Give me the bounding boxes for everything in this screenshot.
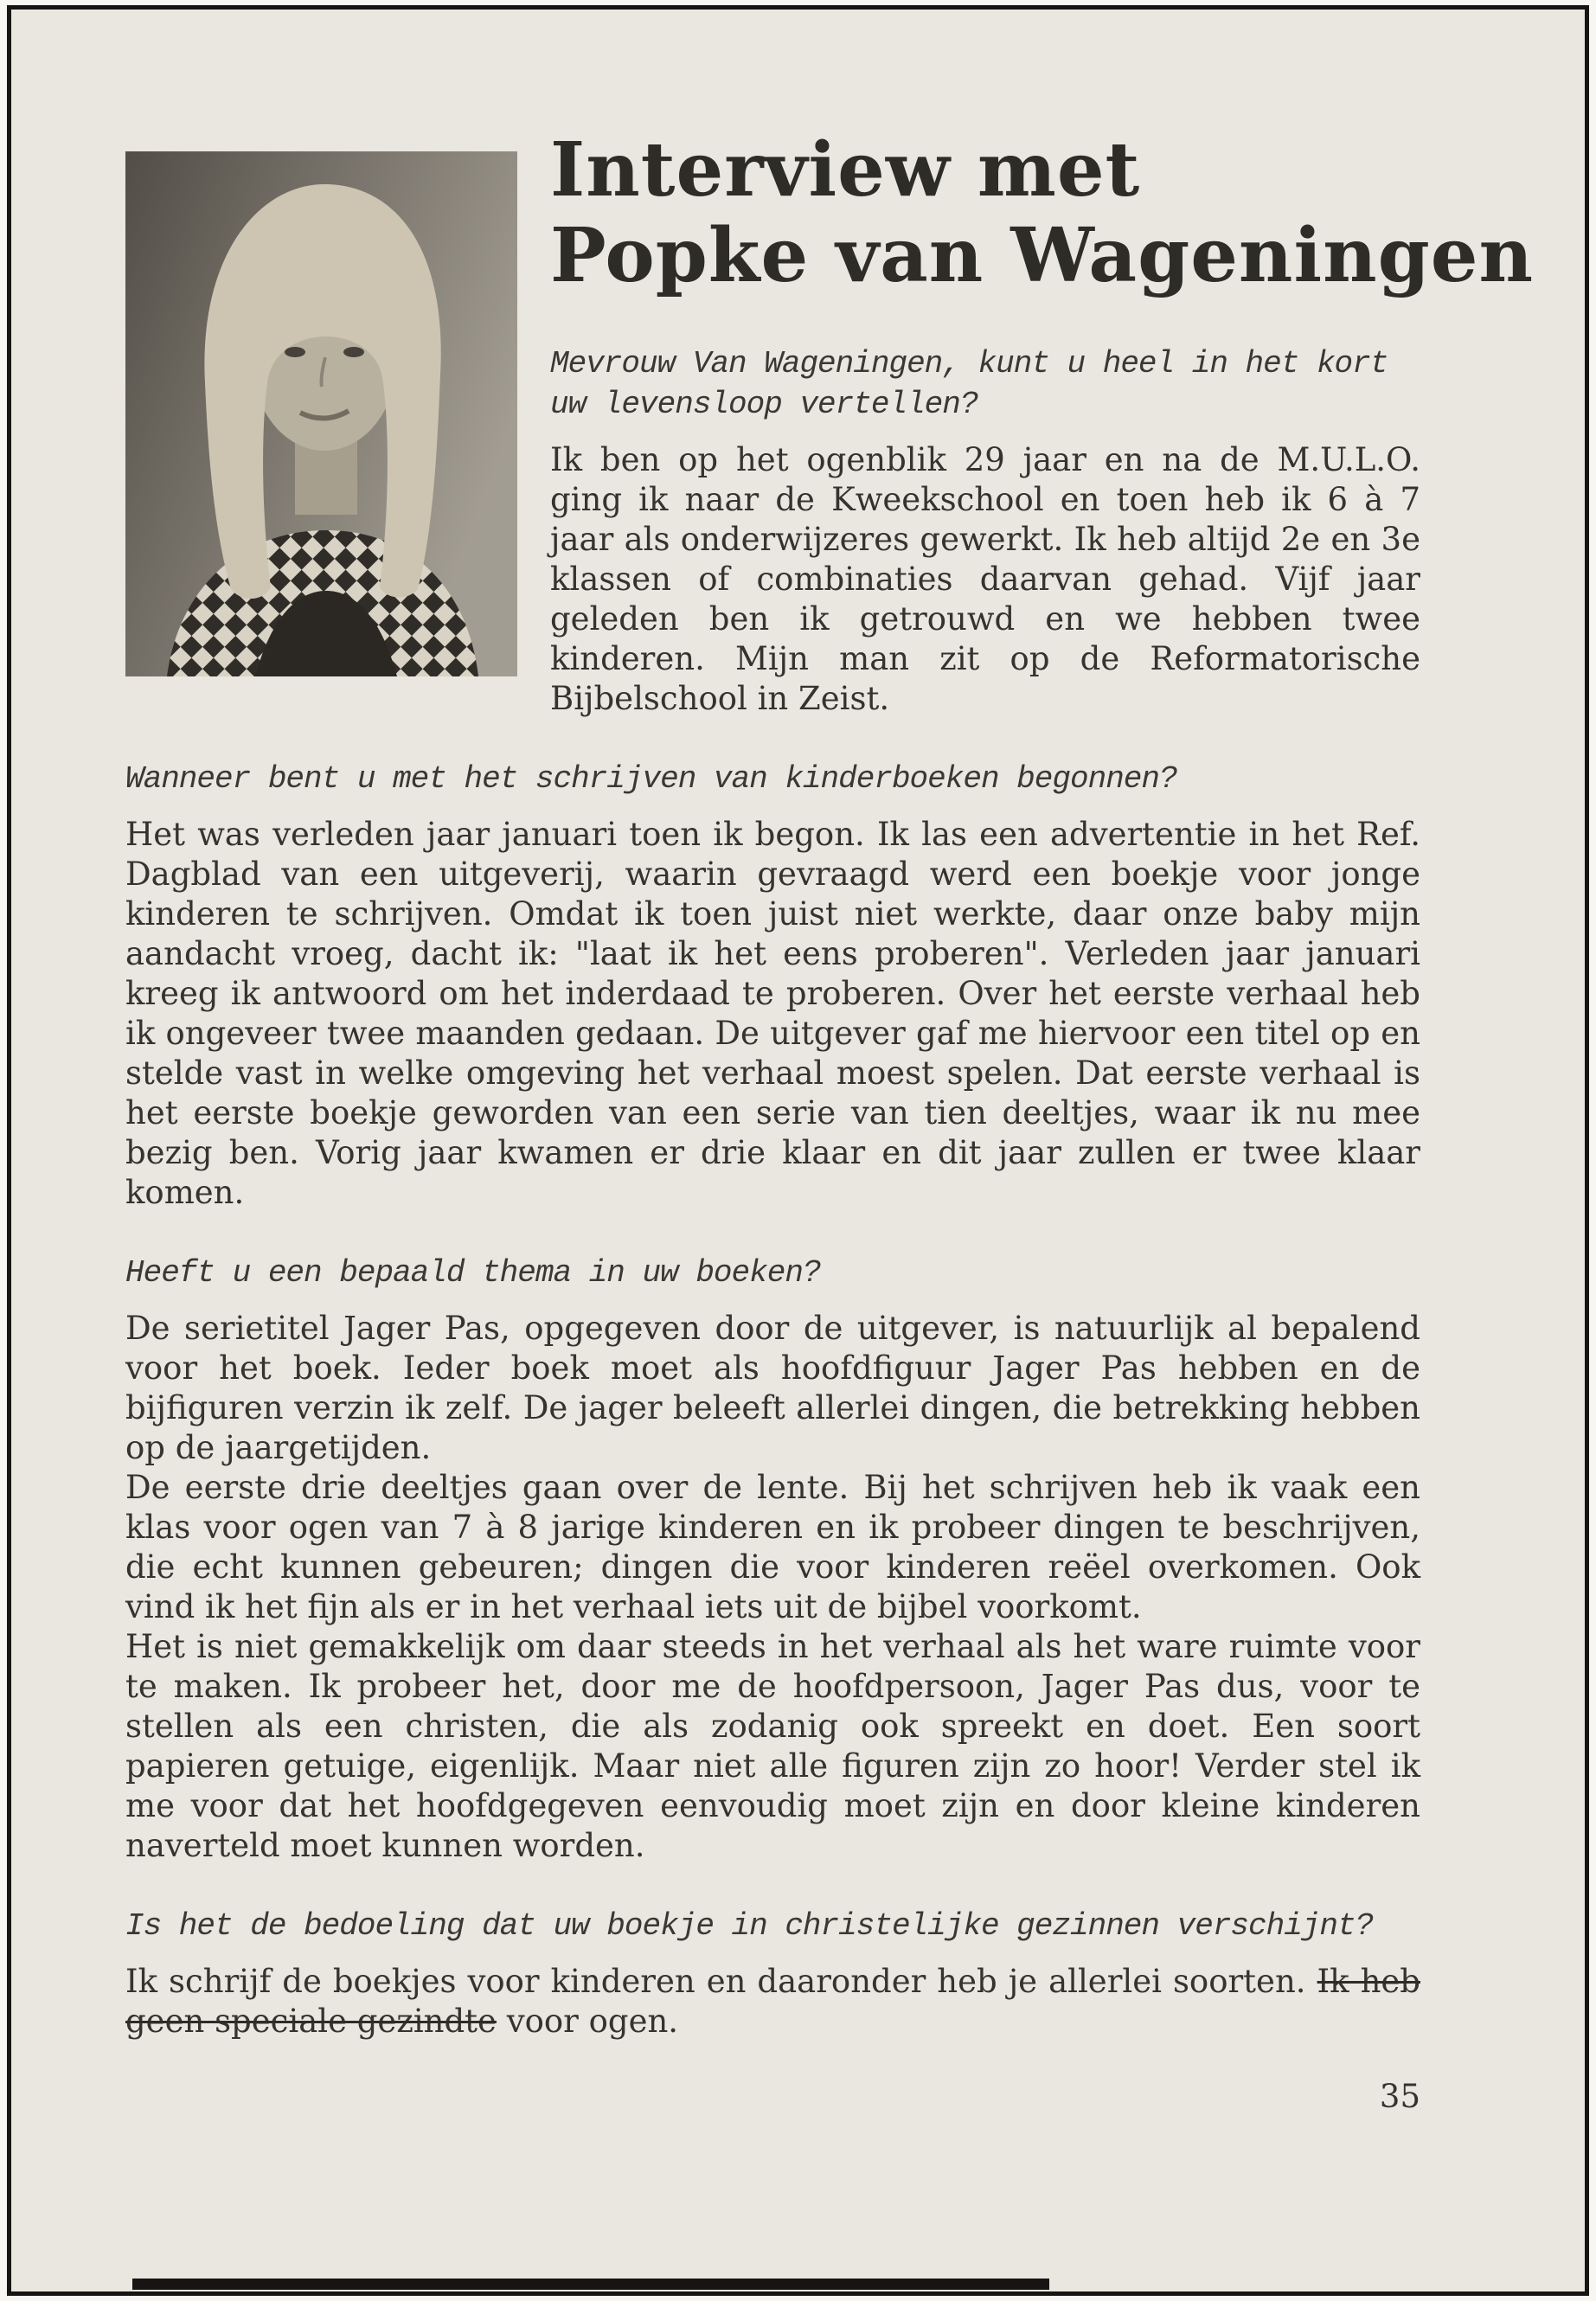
interview-question-4: Is het de bedoeling dat uw boekje in christelijke gezinnen verschijnt? [125,1908,1374,1944]
interview-answer-2: Het was verleden jaar januari toen ik begon. Ik las een advertentie in het Ref. Dagblad van een uitgeverij, waarin gevraagd werd een boekje voor jonge kinderen te schrijven. Omdat ik toen juist niet werkte, daar onze baby mijn aandacht vroeg, dacht ik: "laat ik het eens proberen". Verleden jaar januari kreeg ik antwoord om het inderdaad te proberen. Over het eerste verhaal heb ik ongeveer twee maanden gedaan. De uitgever gaf me hiervoor een titel op en stelde vast in welke omgeving het verhaal moest spelen. Dat eerste verhaal is het eerste boekje geworden van een serie van tien deeltjes, waar ik nu mee bezig ben. Vorig jaar kwamen er drie klaar en dit jaar zullen er twee klaar komen. [125,816,1420,1211]
interview-question-3: Heeft u een bepaald thema in uw boeken? [125,1255,821,1291]
portrait-photo [125,151,517,676]
answer-4-struck-text: Ik heb geen speciale gezindte [125,1963,1420,2040]
article-title-line-1: Interview met [550,126,1141,214]
answer-4-intro: Ik schrijf de boekjes voor kinderen en daaronder heb je allerlei soorten. [125,1963,1306,2000]
interview-question-2: Wanneer bent u met het schrijven van kinderboeken begonnen? [125,761,1177,797]
answer-4-tail: voor ogen. [496,2003,679,2040]
interview-answer-4 [125,1962,1420,2041]
interview-answer-3-part-3: Het is niet gemakkelijk om daar steeds in het verhaal als het ware ruimte voor te maken. Ik probeer het, door me de hoofdpersoon, Jager Pas dus, voor te stellen als een christen, die als zodanig ook spreekt en doet. Een soort papieren getuige, eigenlijk. Maar niet alle figuren zijn zo hoor! Verder stel ik me voor dat het hoofdgegeven eenvoudig moet zijn en door kleine kinderen naverteld moet kunnen worden. [125,1628,1420,1864]
interview-answer-3-part-2: De eerste drie deeltjes gaan over de lente. Bij het schrijven heb ik vaak een klas voor ogen van 7 à 8 jarige kinderen en ik probeer dingen te beschrijven, die echt kunnen gebeuren; dingen die voor kinderen reëel overkomen. Ook vind ik het fijn als er in het verhaal iets uit de bijbel voorkomt. [125,1469,1420,1625]
interview-question-1: Mevrouw Van Wageningen, kunt u heel in het kort uw levensloop vertellen? [550,346,1388,422]
interview-answer-3-part-1: De serietitel Jager Pas, opgegeven door de uitgever, is natuurlijk al bepalend voor het boek. Ieder boek moet als hoofdfiguur Jager Pas hebben en de bijfiguren verzin ik zelf. De jager beleeft allerlei dingen, die betrekking hebben op de jaargetijden. [125,1310,1420,1466]
page-number: 35 [1379,2078,1420,2115]
woman-portrait-illustration [125,151,517,676]
scan-artifact-bar [132,2279,1049,2290]
page-content [11,10,1585,2115]
article-title-line-2: Popke van Wageningen [550,212,1535,299]
magazine-page [7,5,1589,2296]
interview-answer-1: Ik ben op het ogenblik 29 jaar en na de M.U.L.O. ging ik naar de Kweekschool en toen heb ik 6 à 7 jaar als onderwijzeres gewerkt. Ik heb altijd 2e en 3e klassen of combinaties daarvan gehad. Vijf jaar geleden ben ik getrouwd en we hebben twee kinderen. Mijn man zit op de Reformatorische Bijbelschool in Zeist. [550,441,1420,717]
